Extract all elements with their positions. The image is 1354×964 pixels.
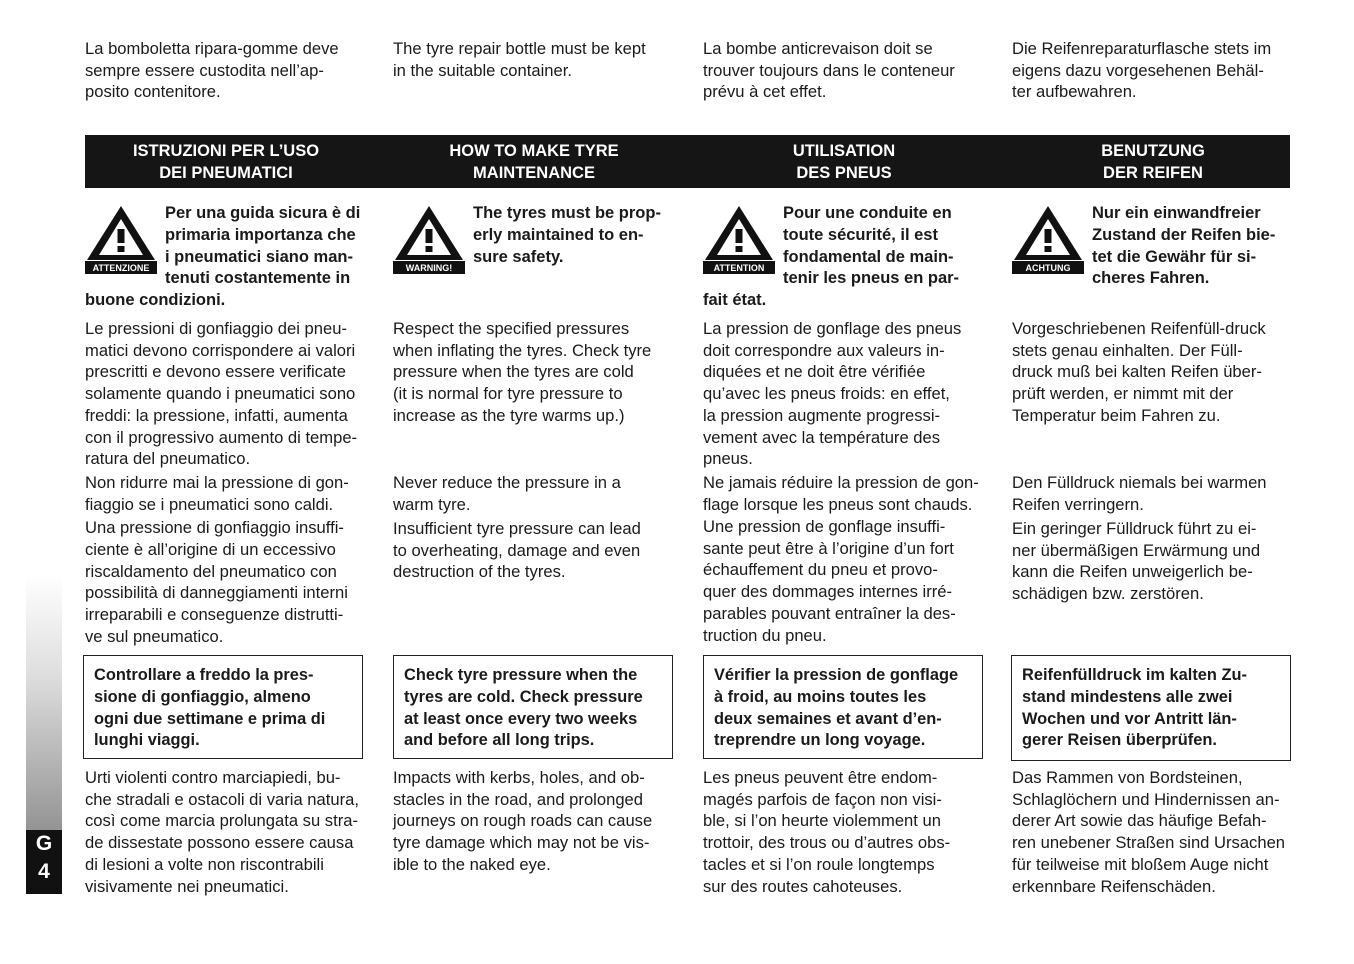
text-line: trottoir, des trous ou d’autres obs- <box>703 833 951 853</box>
warning-label: ACHTUNG <box>1025 263 1071 273</box>
text-line: Die Reifenreparaturflasche stets im <box>1012 39 1272 58</box>
text-line: Respect the specified pressures <box>393 319 630 338</box>
text-line: solamente quando i pneumatici sono <box>85 384 356 404</box>
text-line: toute sécurité, il est <box>783 225 938 244</box>
text-line: Non ridurre mai la pressione di gon- <box>85 472 349 492</box>
warning-fr <box>703 203 985 312</box>
text-line: Ein geringer Fülldruck führt zu ei- <box>1012 519 1257 538</box>
notice-box-fr <box>703 655 983 759</box>
text-line: when inflating the tyres. Check tyre <box>393 340 652 360</box>
notice-box-en <box>393 655 673 759</box>
text-line: sante peut être à l’origine d’un fort <box>703 538 954 558</box>
text-line: che stradali e ostacoli di varia natura, <box>85 789 359 809</box>
text-line: magés parfois de façon non visi- <box>703 789 942 809</box>
intro-en <box>393 38 675 81</box>
text-line: posito contenitore. <box>85 82 221 102</box>
section-header-en <box>393 141 675 184</box>
text-line: ciente è all’origine di un eccessivo <box>85 540 336 560</box>
pressure-paragraph <box>85 318 367 470</box>
header-line: DER REIFEN <box>1103 163 1203 182</box>
text-line: Check tyre pressure when the <box>404 666 638 684</box>
text-line: treprendre un long voyage. <box>714 731 926 750</box>
pressure-de <box>1012 318 1294 427</box>
text-line: Impacts with kerbs, holes, and ob- <box>393 768 645 787</box>
text-line: The tyre repair bottle must be kept <box>393 39 646 58</box>
warning-it <box>85 203 367 312</box>
impacts-fr <box>703 767 985 897</box>
text-line: Wochen und vor Antritt län- <box>1022 709 1237 728</box>
section-header-de <box>1012 141 1294 184</box>
text-line: ogni due settimane e prima di <box>94 709 326 728</box>
text-line: cheres Fahren. <box>1092 269 1210 288</box>
warning-en <box>393 203 675 276</box>
page-tab <box>26 830 62 894</box>
text-line: Reifenfülldruck im kalten Zu- <box>1022 666 1247 684</box>
text-line: stand mindestens alle zwei <box>1022 687 1233 706</box>
text-line: la pression augmente progressi- <box>703 405 941 425</box>
text-line: tenuti costantemente in <box>165 269 351 288</box>
text-line: di lesioni a volte non riscontrabili <box>85 854 324 874</box>
header-line: DES PNEUS <box>796 163 892 182</box>
text-line: Pour une conduite en <box>783 204 952 222</box>
text-line: ner übermäßigen Erwärmung und <box>1012 540 1261 560</box>
text-line: stets genau einhalten. Der Füll- <box>1012 340 1243 360</box>
intro-de <box>1012 38 1294 103</box>
text-line: Reifen verringern. <box>1012 494 1144 514</box>
text-line: fait état. <box>703 291 767 310</box>
text-line: schädigen bzw. zerstören. <box>1012 584 1204 604</box>
text-line: Le pressioni di gonfiaggio dei pneu- <box>85 319 347 338</box>
text-line: ve sul pneumatico. <box>85 626 224 646</box>
text-line: (it is normal for tyre pressure to <box>393 384 623 404</box>
text-line: Les pneus peuvent être endom- <box>703 768 938 787</box>
text-line: sur des routes cahoteuses. <box>703 876 903 896</box>
text-line: journeys on rough roads can cause <box>393 811 653 831</box>
text-line: riscaldamento del pneumatico con <box>85 561 337 581</box>
insufficient-paragraph <box>85 517 367 647</box>
text-line: truction du pneu. <box>703 625 827 645</box>
text-line: doit correspondre aux valeurs in- <box>703 340 945 360</box>
text-line: buone condizioni. <box>85 291 226 310</box>
text-line: Nur ein einwandfreier <box>1092 204 1261 222</box>
text-line: i pneumatici siano man- <box>165 247 353 266</box>
text-line: quer des dommages internes irré- <box>703 582 953 602</box>
text-line: druck muß bei kalten Reifen über- <box>1012 362 1262 382</box>
pressure-en <box>393 318 675 427</box>
intro-it <box>85 38 367 103</box>
text-line: Vorgeschriebenen Reifenfüll-druck <box>1012 319 1266 338</box>
text-line: visivamente nei pneumatici. <box>85 876 289 896</box>
pressure-fr <box>703 318 985 470</box>
impacts-de <box>1012 767 1294 897</box>
header-line: DEI PNEUMATICI <box>159 163 293 182</box>
text-line: prévu à cet effet. <box>703 82 827 102</box>
text-line: destruction of the tyres. <box>393 562 566 582</box>
section-header-fr <box>703 141 985 184</box>
text-line: and before all long trips. <box>404 731 595 750</box>
header-line: UTILISATION <box>792 142 896 160</box>
text-line: Das Rammen von Bordsteinen, <box>1012 768 1243 787</box>
page-tab-letter: G <box>35 832 53 855</box>
text-line: tyre damage which may not be vis- <box>393 833 650 853</box>
text-line: fondamental de main- <box>783 247 954 266</box>
text-line: to overheating, damage and even <box>393 540 641 560</box>
reduce-paragraph <box>85 472 367 515</box>
text-line: La bomboletta ripara-gomme deve <box>85 39 339 58</box>
text-line: échauffement du pneu et provo- <box>703 560 938 580</box>
text-line: parables pouvant entraîner la des- <box>703 603 956 623</box>
impacts-it <box>85 767 367 897</box>
text-line: Une pression de gonflage insuffi- <box>703 517 946 536</box>
text-line: pneus. <box>703 449 753 469</box>
text-line: sempre essere custodita nell’ap- <box>85 60 324 80</box>
text-line: Una pressione di gonfiaggio insuffi- <box>85 518 344 538</box>
text-line: flage lorsque les pneus sont chauds. <box>703 494 973 514</box>
notice-box-it <box>83 655 363 759</box>
text-line: tenir les pneus en par- <box>783 269 960 288</box>
text-line: Den Fülldruck niemals bei warmen <box>1012 473 1267 492</box>
page-tab-number: 4 <box>38 860 50 883</box>
text-line: Controllare a freddo la pres- <box>94 666 314 684</box>
reduce-de <box>1012 472 1294 515</box>
text-line: diquées et ne doit être vérifiée <box>703 362 926 382</box>
text-line: qu’avec les pneus froids: en effet, <box>703 384 950 404</box>
text-line: freddi: la pressione, infatti, aumenta <box>85 405 348 425</box>
text-line: vement avec la température des <box>703 427 941 447</box>
text-line: primaria importanza che <box>165 225 356 244</box>
text-line: matici devono corrispondere ai valori <box>85 340 356 360</box>
text-line: The tyres must be prop- <box>473 204 661 222</box>
notice-box-de <box>1011 655 1291 761</box>
text-line: sure safety. <box>473 247 564 266</box>
text-line: così come marcia prolungata su stra- <box>85 811 358 831</box>
text-line: pressure when the tyres are cold <box>393 362 634 382</box>
section-header-it <box>85 141 367 184</box>
header-line: ISTRUZIONI PER L’USO <box>132 142 320 160</box>
text-line: Schlaglöchern und Hindernissen an- <box>1012 789 1280 809</box>
text-line: sione di gonfiaggio, almeno <box>94 687 311 706</box>
body-it <box>85 318 367 648</box>
text-line: gerer Reisen überprüfen. <box>1022 731 1217 750</box>
text-line: tet die Gewähr für si- <box>1092 247 1257 266</box>
text-line: de dissestate possono essere causa <box>85 833 354 853</box>
warning-de <box>1012 203 1294 290</box>
text-line: warm tyre. <box>393 494 471 514</box>
header-line: MAINTENANCE <box>473 163 595 182</box>
insufficient-de <box>1012 518 1294 605</box>
text-line: La pression de gonflage des pneus <box>703 319 962 338</box>
text-line: tacles et si l’on roule longtemps <box>703 854 935 874</box>
text-line: deux semaines et avant d’en- <box>714 709 942 728</box>
text-line: Insufficient tyre pressure can lead <box>393 519 641 538</box>
warning-label: ATTENZIONE <box>92 263 150 273</box>
text-line: prescritti e devono essere verificate <box>85 362 347 382</box>
text-line: Zustand der Reifen bie- <box>1092 225 1276 244</box>
text-line: erly maintained to en- <box>473 225 644 244</box>
intro-fr <box>703 38 985 103</box>
impacts-en <box>393 767 675 876</box>
insufficient-en <box>393 518 675 583</box>
text-line: ren unebener Straßen sind Ursachen <box>1012 833 1286 853</box>
text-line: fiaggio se i pneumatici sono caldi. <box>85 494 334 514</box>
text-line: prüft werden, er nimmt mit der <box>1012 384 1234 404</box>
text-line: tyres are cold. Check pressure <box>404 687 643 706</box>
text-line: erkennbare Reifenschäden. <box>1012 876 1216 896</box>
text-line: à froid, au moins toutes les <box>714 687 927 706</box>
text-line: ible to the naked eye. <box>393 854 551 874</box>
warning-triangle-icon <box>703 204 775 274</box>
text-line: in the suitable container. <box>393 60 572 80</box>
reduce-en <box>393 472 675 515</box>
text-line: Ne jamais réduire la pression de gon- <box>703 473 979 492</box>
text-line: con il progressivo aumento di tempe- <box>85 427 358 447</box>
warning-triangle-icon <box>393 204 465 274</box>
text-line: ter aufbewahren. <box>1012 82 1137 102</box>
text-line: derer Art sowie das häufige Befah- <box>1012 811 1267 831</box>
page-tab-shading <box>26 575 62 830</box>
text-line: Per una guida sicura è di <box>165 204 361 222</box>
warning-triangle-icon <box>1012 204 1084 274</box>
warning-label: WARNING! <box>405 263 453 273</box>
text-line: Temperatur beim Fahren zu. <box>1012 405 1221 425</box>
text-line: increase as the tyre warms up.) <box>393 405 625 425</box>
text-line: at least once every two weeks <box>404 709 638 728</box>
text-line: Never reduce the pressure in a <box>393 473 621 492</box>
text-line: Urti violenti contro marciapiedi, bu- <box>85 768 341 787</box>
text-line: irreparabili e conseguenze distrutti- <box>85 605 344 625</box>
insufficient-fr <box>703 516 985 646</box>
text-line: La bombe anticrevaison doit se <box>703 39 933 58</box>
text-line: eigens dazu vorgesehenen Behäl- <box>1012 60 1264 80</box>
header-line: HOW TO MAKE TYRE <box>449 142 619 160</box>
text-line: für teilweise mit bloßem Auge nicht <box>1012 854 1269 874</box>
warning-label: ATTENTION <box>713 263 765 273</box>
header-line: BENUTZUNG <box>1101 142 1205 160</box>
text-line: lunghi viaggi. <box>94 731 200 750</box>
text-line: ble, si l’on heurte violemment un <box>703 811 941 831</box>
text-line: kann die Reifen unweigerlich be- <box>1012 562 1253 582</box>
text-line: ratura del pneumatico. <box>85 449 251 469</box>
text-line: stacles in the road, and prolonged <box>393 789 644 809</box>
text-line: trouver toujours dans le conteneur <box>703 60 955 80</box>
text-line: Vérifier la pression de gonflage <box>714 666 959 684</box>
warning-triangle-icon <box>85 204 157 274</box>
reduce-fr <box>703 472 985 515</box>
text-line: possibilità di danneggiamenti interni <box>85 583 348 603</box>
